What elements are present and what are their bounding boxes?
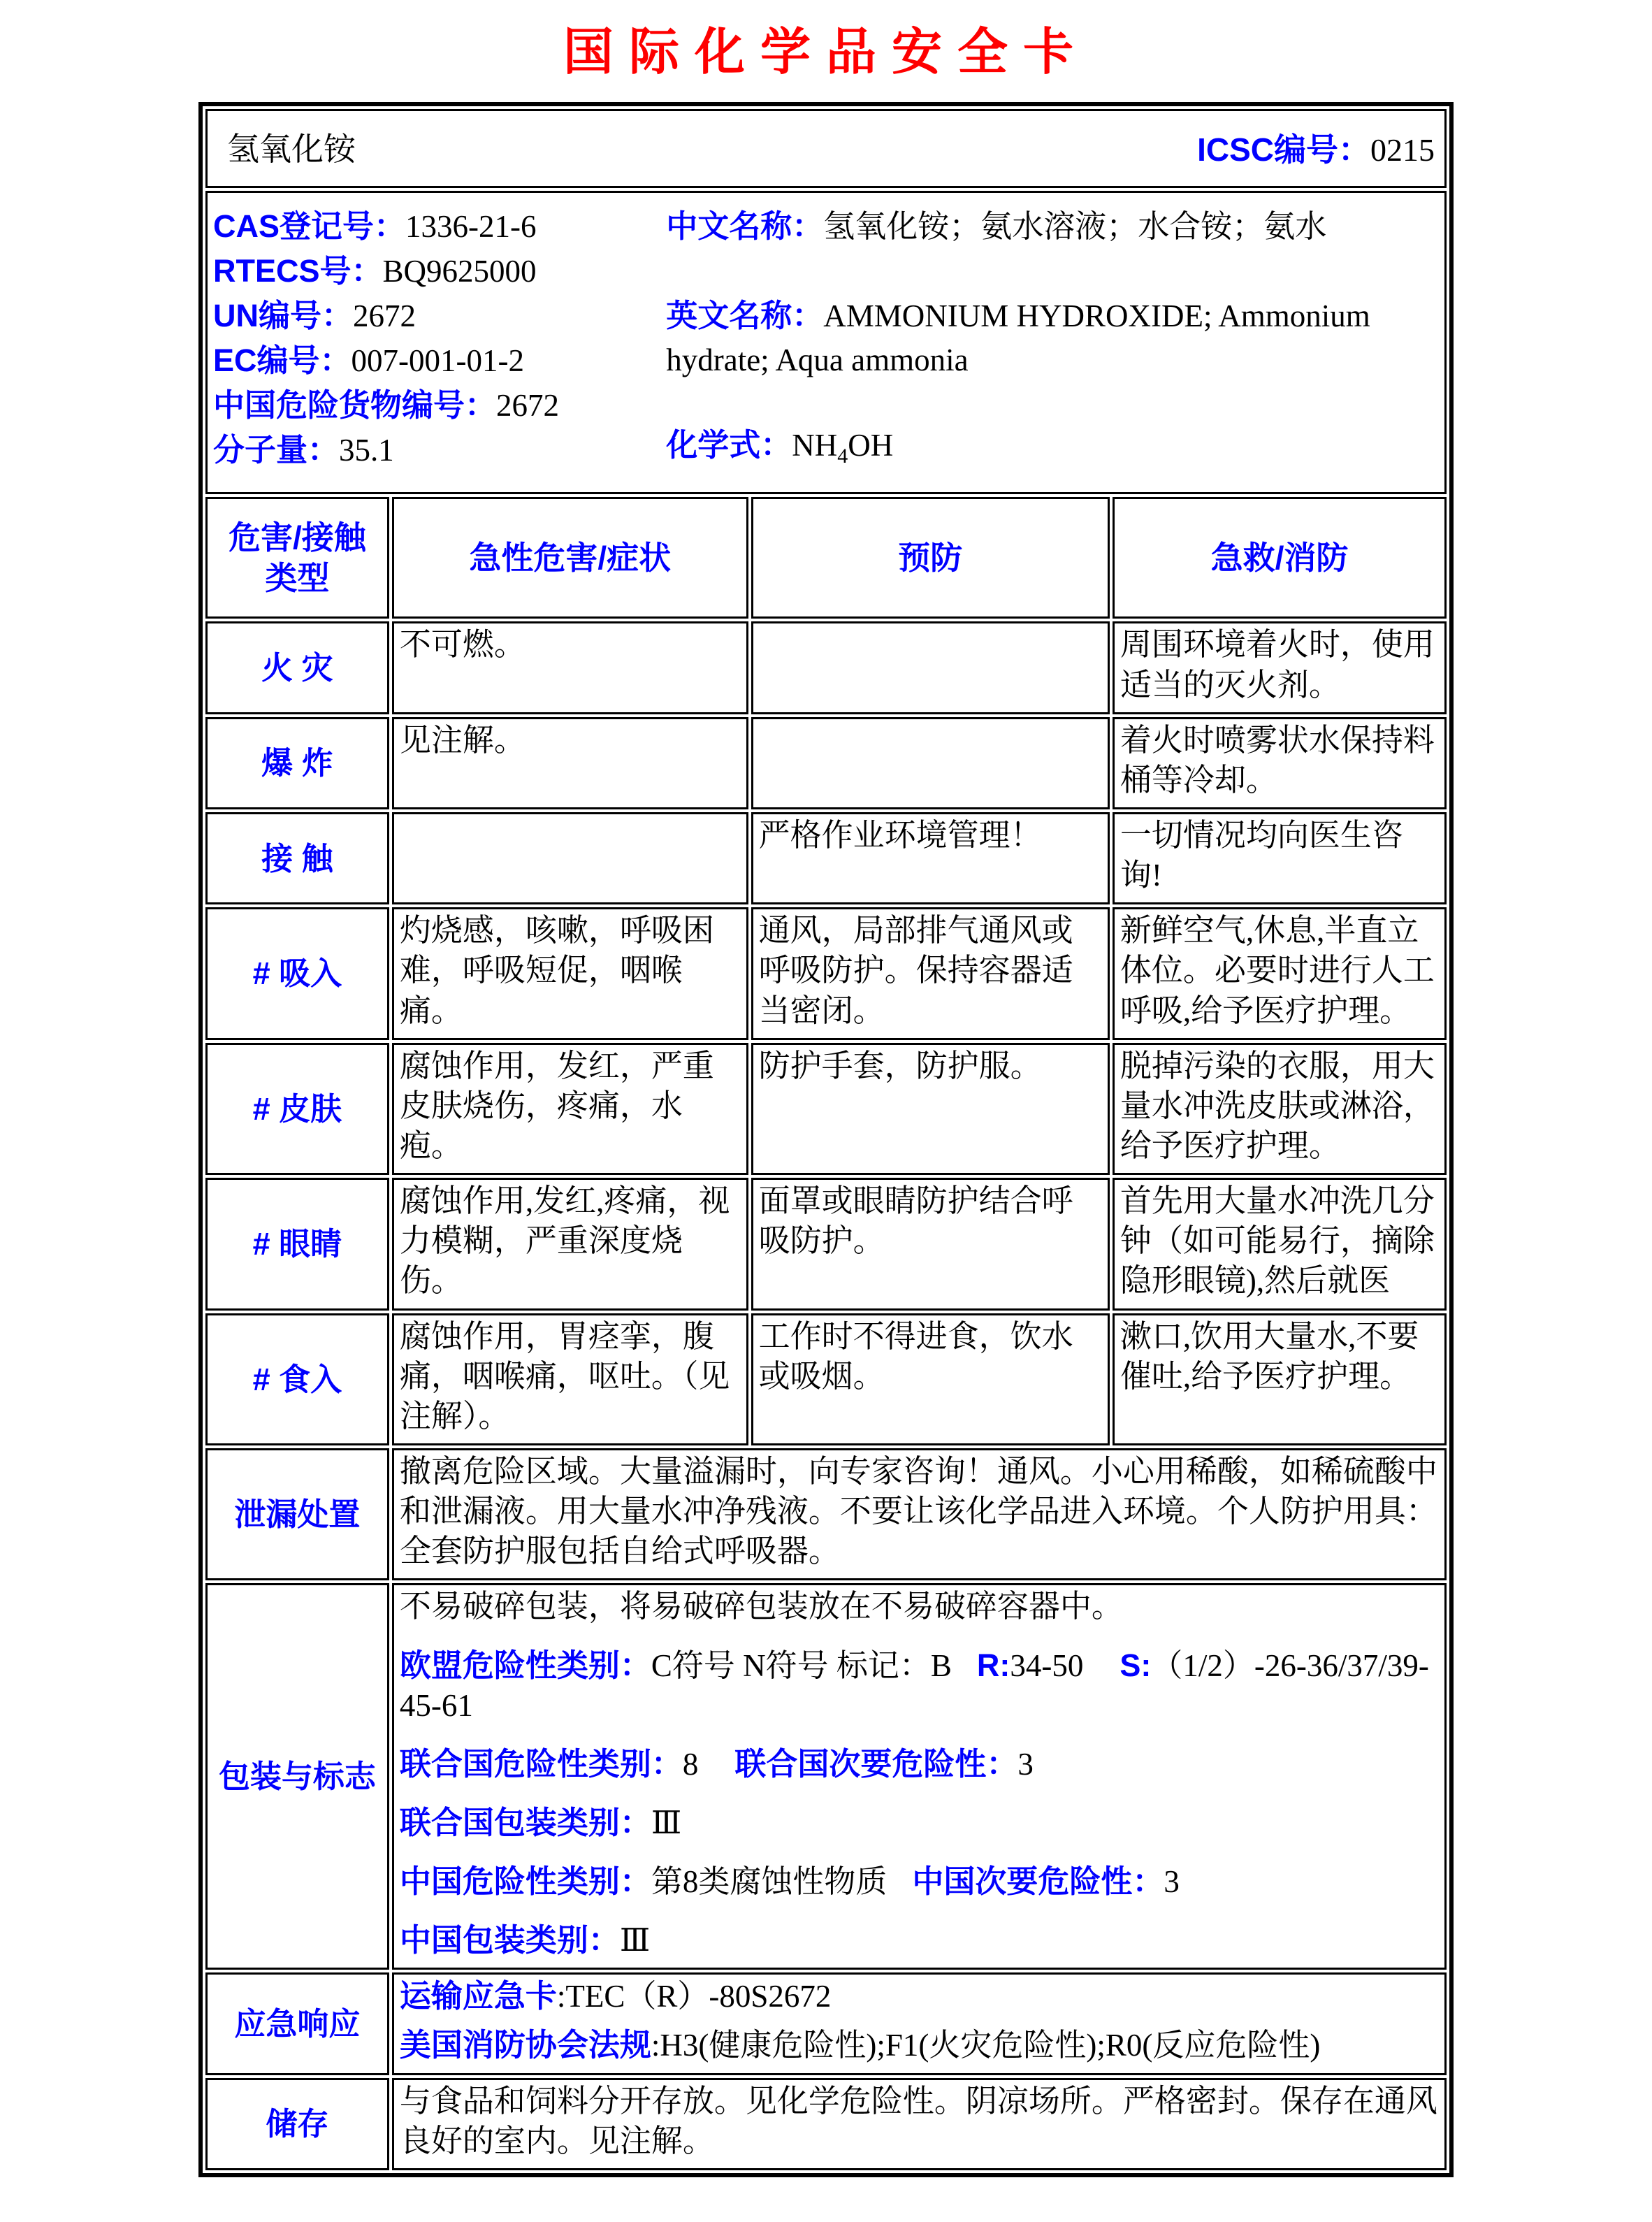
identifiers-cell [205,191,1447,494]
ingestion-prevention-cell: 工作时不得进食，饮水或吸烟。 [751,1313,1110,1445]
hazard-row-exposure [205,812,1447,904]
eu-hazard-class-value: C符号 N符号 标记：B [651,1647,952,1683]
nfpa-code-value: :H3(健康危险性);F1(火灾危险性);R0(反应危险性) [651,2028,1321,2063]
ec-number-value: 007-001-01-2 [351,343,524,379]
packaging-cell [392,1583,1447,1970]
row-label-eyes: # 眼睛 [205,1178,389,1310]
row-label-skin: # 皮肤 [205,1043,389,1175]
chinese-name-label: 中文名称： [666,208,824,245]
rtecs-number [213,249,666,294]
icsc-number [1197,129,1435,171]
packaging-labelling-row [205,1583,1447,1970]
china-dangerous-goods-number-label: 中国危险货物编号： [213,387,497,424]
un-packing-group [400,1803,1439,1843]
fire-symptoms-cell: 不可燃。 [392,621,748,714]
hazard-row-eyes [205,1178,1447,1310]
transport-emergency-card [400,1976,1439,2017]
row-label-packaging: 包装与标志 [205,1583,389,1970]
row-label-storage: 储存 [205,2078,389,2170]
english-name-value: AMMONIUM HYDROXIDE; Ammonium hydrate; Aqua ammonia [666,298,1370,378]
explosion-firstaid-cell: 着火时喷雾状水保持料桶等冷却。 [1113,717,1447,809]
substance-name: 氢氧化铵 [227,131,356,167]
hazard-table-header-row [205,497,1447,619]
r-phrases-value: 34-50 [1010,1647,1084,1683]
ingestion-firstaid-cell: 漱口,饮用大量水,不要催吐,给予医疗护理。 [1113,1313,1447,1445]
firstaid-column-header: 急救/消防 [1113,497,1447,619]
china-dangerous-goods-number-value: 2672 [496,388,560,424]
row-label-inhalation: # 吸入 [205,907,389,1039]
un-packing-group-label: 联合国包装类别： [399,1804,651,1840]
transport-emergency-card-value: :TEC（R）-80S2672 [556,1979,832,2014]
exposure-firstaid-cell: 一切情况均向医生咨询! [1113,812,1447,904]
un-hazard-class-label: 联合国危险性类别： [399,1745,683,1782]
un-subsidiary-risk-value: 3 [1017,1746,1034,1782]
name-list [666,204,1437,478]
molecular-weight [213,428,666,472]
eyes-firstaid-cell: 首先用大量水冲洗几分钟（如可能易行，摘除隐形眼镜),然后就医 [1113,1178,1447,1310]
substance-header-row [205,109,1447,188]
skin-symptoms-cell: 腐蚀作用，发红，严重皮肤烧伤，疼痛，水疱。 [392,1043,748,1175]
eu-hazard-class [400,1645,1439,1726]
rtecs-number-label: RTECS号： [213,253,383,289]
chinese-name-value: 氢氧化铵；氨水溶液；水合铵；氨水 [823,209,1327,245]
spill-disposal-row [205,1448,1447,1580]
s-phrases-label: S: [1120,1647,1152,1683]
eu-hazard-class-label: 欧盟危险性类别： [399,1647,651,1683]
explosion-symptoms-cell: 见注解。 [392,717,748,809]
row-label-ingestion: # 食入 [205,1313,389,1445]
fire-prevention-cell [751,621,1110,714]
row-label-emergency-response: 应急响应 [205,1972,389,2075]
substance-header-cell [205,109,1447,188]
rtecs-number-value: BQ9625000 [382,254,537,289]
row-label-exposure: 接 触 [205,812,389,904]
english-name-label: 英文名称： [666,298,824,334]
exposure-prevention-cell: 严格作业环境管理！ [751,812,1110,904]
emergency-response-cell [392,1972,1447,2075]
hazard-type-column-header: 危害/接触 类型 [205,497,389,619]
row-label-spill-disposal: 泄漏处置 [205,1448,389,1580]
un-number-label: UN编号： [213,298,353,334]
identifiers-row [205,191,1447,494]
hazard-row-explosion [205,717,1447,809]
hazard-row-inhalation [205,907,1447,1039]
china-packing-group [400,1920,1439,1961]
chemical-formula [666,423,1437,478]
un-packing-group-value: Ⅲ [651,1805,682,1840]
row-label-fire: 火 灾 [205,621,389,714]
china-subsidiary-risk-value: 3 [1164,1864,1180,1900]
china-subsidiary-risk-label: 中国次要危险性： [912,1863,1164,1900]
chinese-name [666,204,1437,249]
china-dangerous-goods-number [213,383,666,428]
inhalation-firstaid-cell: 新鲜空气,休息,半直立体位。必要时进行人工呼吸,给予医疗护理。 [1113,907,1447,1039]
explosion-prevention-cell [751,717,1110,809]
english-name [666,294,1437,382]
molecular-weight-value: 35.1 [339,433,394,468]
hazard-row-ingestion [205,1313,1447,1445]
un-subsidiary-risk-label: 联合国次要危险性： [734,1745,1018,1782]
skin-firstaid-cell: 脱掉污染的衣服，用大量水冲洗皮肤或淋浴，给予医疗护理。 [1113,1043,1447,1175]
skin-prevention-cell: 防护手套，防护服。 [751,1043,1110,1175]
cas-number-label: CAS登记号： [213,208,406,245]
nfpa-code-label: 美国消防协会法规 [399,2027,651,2063]
cas-number [213,204,666,249]
un-hazard-class-value: 8 [682,1746,699,1782]
ec-number [213,338,666,383]
ingestion-symptoms-cell: 腐蚀作用，胃痉挛，腹痛，咽喉痛，呕吐。（见注解）。 [392,1313,748,1445]
eyes-symptoms-cell: 腐蚀作用,发红,疼痛，视力模糊，严重深度烧伤。 [392,1178,748,1310]
china-packing-group-label: 中国包装类别： [399,1922,620,1958]
ec-number-label: EC编号： [213,342,352,379]
china-hazard-class [400,1861,1439,1902]
un-hazard-class [400,1744,1439,1784]
china-packing-group-value: Ⅲ [619,1923,651,1958]
transport-emergency-card-label: 运输应急卡 [399,1978,557,2014]
icsc-number-label: ICSC编号： [1197,131,1370,168]
symptoms-column-header: 急性危害/症状 [392,497,748,619]
inhalation-prevention-cell: 通风，局部排气通风或呼吸防护。保持容器适当密闭。 [751,907,1110,1039]
spill-disposal-cell: 撤离危险区域。大量溢漏时，向专家咨询！通风。小心用稀酸，如稀硫酸中和泄漏液。用大量水冲净残液。不要让该化学品进入环境。个人防护用具：全套防护服包括自给式呼吸器。 [392,1448,1447,1580]
identifier-list [213,204,666,478]
packaging-note: 不易破碎包装，将易破碎包装放在不易破碎容器中。 [399,1589,1123,1624]
fire-firstaid-cell: 周围环境着火时，使用适当的灭火剂。 [1113,621,1447,714]
chemical-formula-label: 化学式： [666,427,792,463]
china-hazard-class-label: 中国危险性类别： [399,1863,651,1900]
chemical-formula-value: $NH_4OH$ [792,428,894,468]
cas-number-value: 1336-21-6 [405,209,537,245]
s-phrases-value: （1/2）-26-36/37/39-45-61 [399,1647,1429,1723]
exposure-symptoms-cell [392,812,748,904]
china-hazard-class-value: 第8类腐蚀性物质 [651,1864,887,1900]
safety-card-table [203,106,1449,2173]
emergency-response-row [205,1972,1447,2075]
prevention-column-header: 预防 [751,497,1110,619]
storage-cell: 与食品和饲料分开存放。见化学危险性。阴凉场所。严格密封。保存在通风良好的室内。见注解。 [392,2078,1447,2170]
page-title: 国际化学品安全卡 [563,24,1089,80]
icsc-number-value: 0215 [1370,132,1435,168]
r-phrases-label: R: [976,1647,1010,1683]
inhalation-symptoms-cell: 灼烧感，咳嗽，呼吸困难，呼吸短促，咽喉痛。 [392,907,748,1039]
nfpa-code [400,2025,1439,2065]
molecular-weight-label: 分子量： [213,432,340,468]
hazard-row-fire [205,621,1447,714]
safety-card [198,102,1454,2177]
row-label-explosion: 爆 炸 [205,717,389,809]
eyes-prevention-cell: 面罩或眼睛防护结合呼吸防护。 [751,1178,1110,1310]
hazard-row-skin [205,1043,1447,1175]
un-number [213,294,666,338]
un-number-value: 2672 [353,298,416,334]
storage-row [205,2078,1447,2170]
